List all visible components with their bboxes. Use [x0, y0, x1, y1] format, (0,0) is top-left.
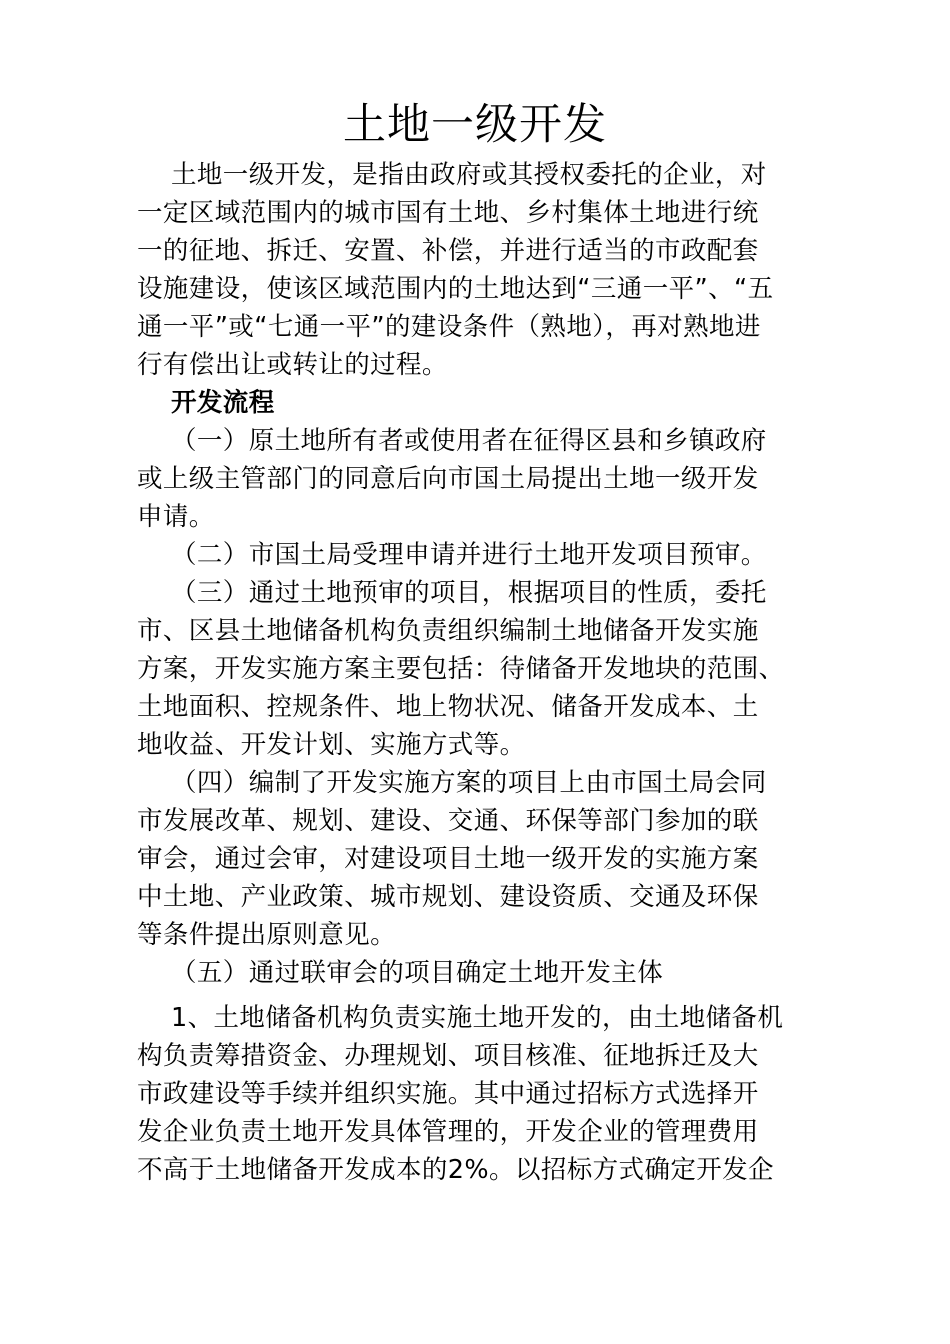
- paragraph-line: （三）通过土地预审的项目，根据项目的性质，委托: [171, 578, 767, 608]
- paragraph-line: 一的征地、拆迁、安置、补偿，并进行适当的市政配套: [137, 236, 759, 266]
- paragraph-line: 申请。: [137, 502, 215, 532]
- paragraph-line: 土地面积、控规条件、地上物状况、储备开发成本、土: [137, 692, 759, 722]
- paragraph-line: 设施建设，使该区域范围内的土地达到“三通一平”、“五: [137, 274, 774, 304]
- paragraph-line: 1、土地储备机构负责实施土地开发的，由土地储备机: [171, 1003, 784, 1033]
- paragraph-line: 市、区县土地储备机构负责组织编制土地储备开发实施: [137, 616, 759, 646]
- paragraph-line: 发企业负责土地开发具体管理的，开发企业的管理费用: [137, 1117, 759, 1147]
- paragraph-line: 审会，通过会审，对建设项目土地一级开发的实施方案: [137, 844, 759, 874]
- paragraph-line: 一定区域范围内的城市国有土地、乡村集体土地进行统: [137, 198, 759, 228]
- paragraph-line: 通一平”或“七通一平”的建设条件（熟地），再对熟地进: [137, 312, 761, 342]
- paragraph-line: 行有偿出让或转让的过程。: [137, 350, 448, 380]
- paragraph-line: 不高于土地储备开发成本的2%。以招标方式确定开发企: [137, 1155, 774, 1185]
- paragraph-line: 中土地、产业政策、城市规划、建设资质、交通及环保: [137, 882, 759, 912]
- paragraph-line: （一）原土地所有者或使用者在征得区县和乡镇政府: [171, 426, 767, 456]
- paragraph-line: 或上级主管部门的同意后向市国土局提出土地一级开发: [137, 464, 759, 494]
- paragraph-line: 等条件提出原则意见。: [137, 920, 397, 950]
- paragraph-line: （二）市国土局受理申请并进行土地开发项目预审。: [171, 540, 767, 570]
- document-title: 土地一级开发: [343, 100, 607, 150]
- section-heading: 开发流程: [171, 388, 275, 418]
- paragraph-line: 市政建设等手续并组织实施。其中通过招标方式选择开: [137, 1079, 759, 1109]
- paragraph-line: （四）编制了开发实施方案的项目上由市国土局会同: [171, 768, 767, 798]
- paragraph-line: 市发展改革、规划、建设、交通、环保等部门参加的联: [137, 806, 759, 836]
- paragraph-line: 地收益、开发计划、实施方式等。: [137, 730, 526, 760]
- paragraph-line: 方案，开发实施方案主要包括：待储备开发地块的范围、: [137, 654, 785, 684]
- paragraph-line: 土地一级开发，是指由政府或其授权委托的企业，对: [171, 160, 767, 190]
- paragraph-line: （五）通过联审会的项目确定土地开发主体: [171, 958, 664, 988]
- paragraph-line: 构负责筹措资金、办理规划、项目核准、征地拆迁及大: [137, 1041, 759, 1071]
